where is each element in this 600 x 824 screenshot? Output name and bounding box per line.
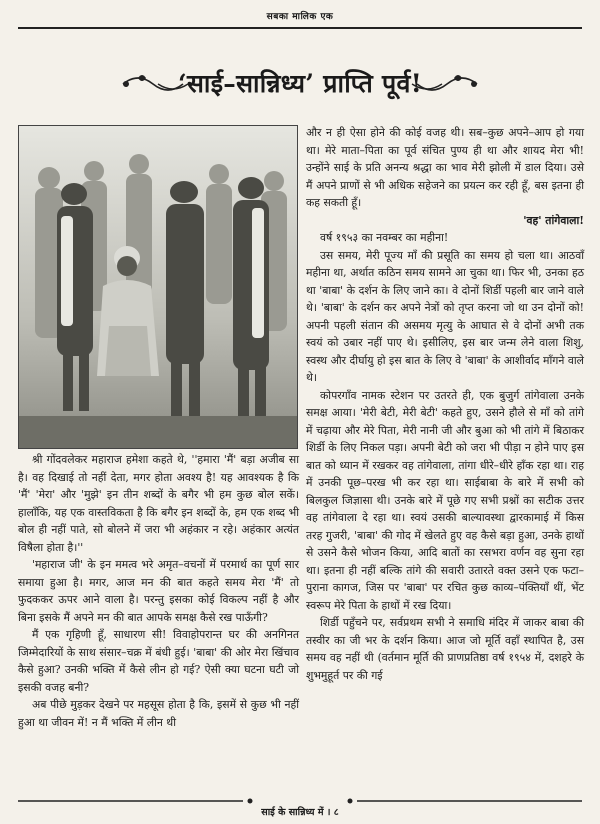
running-header: सबका मालिक एक bbox=[266, 12, 334, 22]
right-ornament-icon bbox=[352, 70, 482, 98]
header-rule bbox=[18, 27, 582, 29]
title-row bbox=[0, 62, 600, 102]
paragraph: उस समय, मेरी पूज्य माँ की प्रसूति का समय हो चला था। आठवाँ महीना था, अर्थात कठिन समय सामने आ चुका था। फिर भी, उनका हठ था 'बाबा' के दर्शन के लिए जाने का। वे दोनों शिर्डी पहली बार जाने वाले थे। 'बाबा' के दर्शन कर अपने नेत्रों को तृप्त करना जो था उन दोनों को! अपनी पहली संतान की असमय मृत्यु के आघात से वे दोनों अभी तक स्वयं को उबार नहीं पाए थे। इसीलिए, इस बार जन्म लेने वाला शिशु, स्वस्थ और दीर्घायु हो इस बात के लिए वे 'बाबा' के आशीर्वाद माँगने वाले थे। bbox=[306, 248, 584, 384]
left-column bbox=[18, 451, 299, 731]
paragraph: कोपरगाँव नामक स्टेशन पर उतरते ही, एक बुजुर्ग तांगेवाला उनके समक्ष आया। 'मेरी बेटी, मेरी बेटी' कहते हुए, उसने हौले से माँ को तांगे में चढ़ाया और मेरे पिता, मेरी नानी जी और बुआ को भी तांगे में बिठाकर शिर्डी के लिए निकल पड़ा। अपनी बेटी को जरा भी पीड़ा न होने पाए इस बात को ध्यान में रखकर वह तांगेवाला, तांगा धीरे–धीरे हाँक रहा था। राह में उनकी पूछ–परख भी कर रहा था। साईबाबा के बारे में सभी को बिलकुल जिज्ञासा थी। उनके बारे में पूछे गए सभी प्रश्नों का सटीक उत्तर वह तांगेवाला दे रहा था। स्वयं उसकी बाल्यावस्था द्वारकामाई में किस तरह गुजरी, 'बाबा' की गोद में खेलते हुए वह कैसे बड़ा हुआ, उनके हाथों से उसने कैसे भोजन किया, आदि बातों का रसभरा वर्णन वह सुना रहा था। इतना ही नहीं बल्कि तांगे की सवारी उतारते वक्त उसने एक फटा–पुराना कागज, जिस पर 'बाबा' पर रचित कुछ काव्य–पंक्तियाँ थीं, भेंट स्वरूप मेरे पिता के हाथों में रख दिया। bbox=[306, 388, 584, 612]
paragraph: अब पीछे मुड़कर देखने पर महसूस होता है कि, इसमें से कुछ भी नहीं हुआ था जीवन में! न मैं भक्ति में लीन थी bbox=[18, 698, 299, 729]
paragraph: वर्ष १९५३ का नवम्बर का महीना! bbox=[320, 231, 449, 244]
sai-baba-group-photo-icon bbox=[19, 126, 297, 448]
page-footer: साई के सान्निध्य में । ८ bbox=[261, 807, 339, 818]
paragraph: शिर्डी पहुँचने पर, सर्वप्रथम सभी ने समाधि मंदिर में जाकर बाबा की तस्वीर का जी भर के दर्शन किया। आज जो मूर्ति वहाँ स्थापित है, उस समय वह नहीं थी (वर्तमान मूर्ति की प्राणप्रतिष्ठा वर्ष १९५४ में, दशहरे के शुभमुहूर्त पर की गई bbox=[306, 616, 584, 682]
page-title: ‘साई–सान्निध्य’ प्राप्ति पूर्व! bbox=[178, 69, 422, 98]
group-photograph bbox=[18, 125, 298, 449]
subheading: 'वह' तांगेवाला! bbox=[523, 213, 584, 227]
paragraph: 'महाराज जी' के इन ममत्व भरे अमृत–वचनों में परमार्थ का पूर्ण सार समाया हुआ है। मगर, आज मन की बात कहते समय मेरा 'मैं' तो फुदककर ऊपर आने वाला है। परन्तु इसका कोई विकल्प नहीं है और बिना इसके मैं अपने मन की बात आपके समक्ष कैसे रख पाऊँगी? bbox=[18, 558, 299, 624]
right-column bbox=[306, 124, 584, 684]
paragraph: मैं एक गृहिणी हूँ, साधारण सी! विवाहोपरान्त घर की अनगिनत जिम्मेदारियों के साथ संसार–चक्र में बंधी हुई। 'बाबा' की ओर मेरा खिंचाव कैसे हुआ? उनकी भक्ति में कैसे लीन हो गई? ऐसी क्या घटना घटी जो इसकी वजह बनी? bbox=[18, 628, 299, 694]
paragraph: और न ही ऐसा होने की कोई वजह थी। सब–कुछ अपने–आप हो गया था। मेरे माता–पिता का पूर्व संचित पुण्य ही था और शायद मेरा भी! उन्होंने साई के प्रति अनन्य श्रद्धा का भाव मेरी झोली में डाल दिया। उसे मैं अपने प्राणों से भी अधिक सहेजने का प्रयत्न कर रही हूँ, बस इतना ही कह सकती हूँ। bbox=[306, 126, 584, 209]
paragraph: श्री गोंदवलेकर महाराज हमेशा कहते थे, ''हमारा 'मैं' बड़ा अजीब सा है। वह दिखाई तो नहीं देता, मगर होता अवश्य है! यह आवश्यक है कि 'मैं' 'मेरा' और 'मुझे' इन तीन शब्दों के बगैर भी हम कुछ बोल सकें। हालाँकि, यह एक वास्तविकता है कि बगैर इन शब्दों के, हम एक शब्द भी बोल ही नहीं पाते, सो बोलने में जरा भी अहंकार न रहे। अहंकार अत्यंत विषैला होता है।'' bbox=[18, 453, 299, 554]
